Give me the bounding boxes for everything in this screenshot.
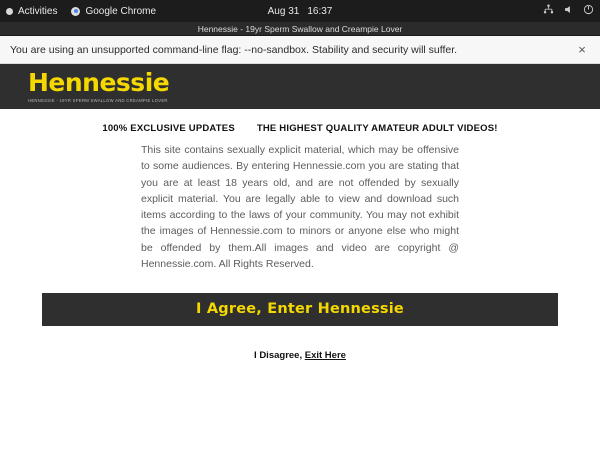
clock-date: Aug 31 xyxy=(267,5,300,17)
site-header xyxy=(0,64,600,109)
os-top-bar-left xyxy=(6,6,156,17)
os-top-bar xyxy=(0,0,600,22)
disagree-row xyxy=(0,350,600,361)
page-content xyxy=(0,64,600,450)
tagline-right: THE HIGHEST QUALITY AMATEUR ADULT VIDEOS! xyxy=(256,123,498,134)
site-logo[interactable] xyxy=(28,70,169,103)
window-title: Hennessie - 19yr Sperm Swallow and Creampie Lover xyxy=(197,23,403,34)
chrome-icon xyxy=(71,7,80,16)
agree-enter-button[interactable]: I Agree, Enter Hennessie xyxy=(42,293,558,326)
disagree-label: I Disagree, xyxy=(254,350,305,362)
tagline-row xyxy=(0,123,600,134)
volume-icon[interactable] xyxy=(563,4,574,18)
activities-label: Activities xyxy=(18,5,58,17)
clock-time: 16:37 xyxy=(307,5,333,17)
window-title-bar xyxy=(0,22,600,36)
logo-subtitle: HENNESSIE - 19YR SPERM SWALLOW AND CREAMPIE LOVER xyxy=(28,98,168,103)
network-icon[interactable] xyxy=(543,4,554,18)
activities-button[interactable] xyxy=(6,6,57,17)
clock[interactable] xyxy=(268,6,333,17)
power-icon[interactable] xyxy=(583,4,594,18)
os-status-area[interactable] xyxy=(543,4,594,18)
exit-here-link[interactable]: Exit Here xyxy=(304,350,346,362)
app-menu-chrome[interactable] xyxy=(71,6,156,17)
app-menu-label: Google Chrome xyxy=(85,5,157,17)
logo-text: Hennessie xyxy=(28,68,170,97)
infobar-message: You are using an unsupported command-line flag: --no-sandbox. Stability and security will suffer. xyxy=(10,43,458,56)
close-icon[interactable]: × xyxy=(578,42,586,57)
command-line-flag-infobar xyxy=(0,36,600,64)
activities-icon xyxy=(6,8,13,15)
tagline-left: 100% EXCLUSIVE UPDATES xyxy=(102,123,235,134)
legal-disclaimer-text: This site contains sexually explicit material, which may be offensive to some audiences. By entering Hennessie.com you are stating that you are at least 18 years old, and are not offended by sexually explicit material. You are legally able to view and download such items according to the laws of your community. You may not exhibit the images of Hennessie.com to minors or anyone else who might be offended by them.All images and video are copyright @ Hennessie.com. All Rights Reserved. xyxy=(141,144,459,270)
